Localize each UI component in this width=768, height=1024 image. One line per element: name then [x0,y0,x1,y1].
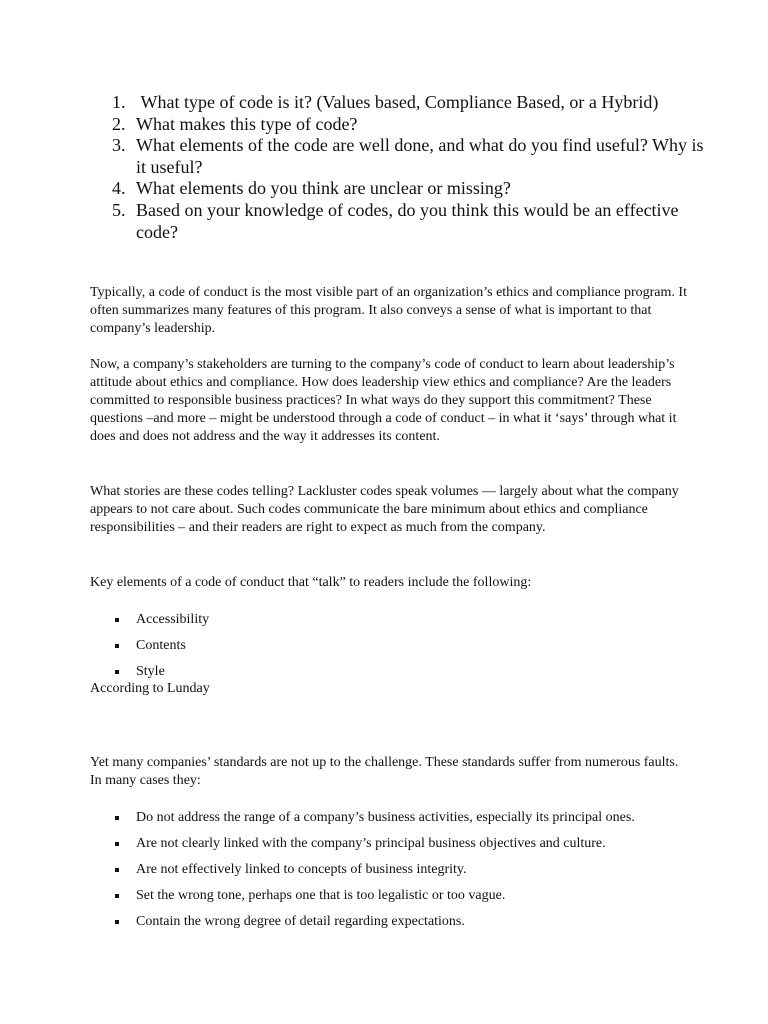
key-elements-list [0,611,768,689]
list-item [0,637,768,663]
question-item [0,178,768,200]
list-item [0,835,768,861]
list-item [0,861,768,887]
list-item-text: Are not effectively linked to concepts of business integrity. [136,862,467,877]
paragraph-stakeholders: Now, a company’s stakeholders are turning to the company’s code of conduct to learn about leadership’s attitude about ethics and compliance. How does leadership view ethics and compliance? Are the leaders committed to responsible business practices? In what ways do they support this commitment? These questions –and more – might be understood through a code of conduct – in what it ‘says’ through what it does and does not address and the way it addresses its content. [90,357,677,444]
paragraph-according: According to Lunday [90,681,210,696]
question-text: What type of code is it? (Values based, Compliance Based, or a Hybrid) [136,92,659,112]
list-item-text: Do not address the range of a company’s business activities, especially its principal ones. [136,810,635,825]
question-number: 4. [112,178,126,199]
question-number: 2. [112,113,126,134]
bullet-icon [115,842,119,846]
list-item-text: Are not clearly linked with the company’s principal business objectives and culture. [136,836,606,851]
list-item-text: Contents [136,638,186,653]
bullet-icon [115,644,119,648]
question-text: What elements do you think are unclear or missing? [136,178,511,199]
question-number: 3. [112,135,126,156]
question-number: 1. [112,92,126,112]
list-item-text: Set the wrong tone, perhaps one that is too legalistic or too vague. [136,888,506,903]
paragraph-yet: Yet many companies’ standards are not up to the challenge. These standards suffer from numerous faults. In many cases they: [90,755,679,788]
paragraph-key-elements: Key elements of a code of conduct that “talk” to readers include the following: [90,575,532,590]
list-item [0,913,768,939]
question-text: Based on your knowledge of codes, do you think this would be an effective code? [136,199,679,242]
question-list [0,92,768,243]
list-item-text: Contain the wrong degree of detail regarding expectations. [136,914,465,929]
bullet-icon [115,816,119,820]
bullet-icon [115,868,119,872]
bullet-icon [115,920,119,924]
list-item [0,611,768,637]
paragraph-stories: What stories are these codes telling? Lackluster codes speak volumes — largely about what the company appears to not care about. Such codes communicate the bare minimum about ethics and compliance responsibilities – and their readers are right to expect as much from the company. [90,484,679,535]
list-item [0,887,768,913]
faults-list [0,809,768,939]
question-item [0,200,768,243]
question-text: What makes this type of code? [136,113,358,134]
list-item [0,809,768,835]
bullet-icon [115,894,119,898]
question-item [0,92,768,114]
question-number: 5. [112,199,126,220]
bullet-icon [115,670,119,674]
list-item-text: Accessibility [136,612,210,627]
bullet-icon [115,618,119,622]
paragraph-typically: Typically, a code of conduct is the most visible part of an organization’s ethics and compliance program. It often summarizes many features of this program. It also conveys a sense of what is important to that company’s leadership. [90,285,687,336]
question-item [0,114,768,136]
question-item [0,135,768,178]
question-text: What elements of the code are well done, and what do you find useful? Why is it useful? [136,135,704,177]
list-item-text: Style [136,664,165,679]
